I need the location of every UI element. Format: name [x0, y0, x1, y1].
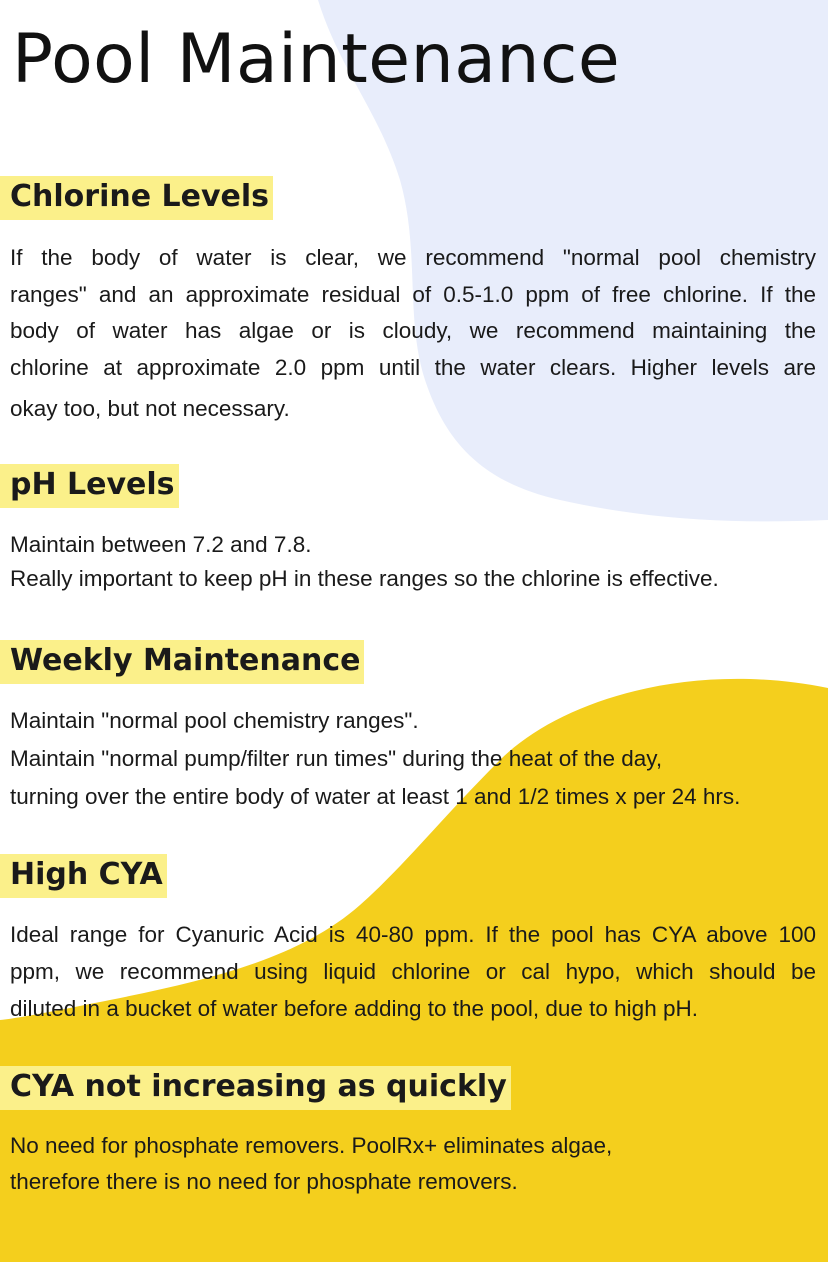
section-body	[0, 528, 828, 596]
section-body	[0, 240, 816, 428]
body-line: Maintain between 7.2 and 7.8.	[10, 532, 312, 557]
body-line: chlorine at approximate 2.0 ppm until the water clears. Higher levels are	[10, 354, 816, 380]
body-line: diluted in a bucket of water before adding to the pool, due to high pH.	[10, 996, 698, 1021]
section-body	[0, 1128, 828, 1200]
body-line: Really important to keep pH in these ranges so the chlorine is effective.	[10, 566, 719, 591]
page-title: Pool Maintenance	[12, 20, 621, 99]
body-line: turning over the entire body of water at least 1 and 1/2 times x per 24 hrs.	[10, 784, 741, 809]
body-line: ranges" and an approximate residual of 0.5-1.0 ppm of free chlorine. If the	[10, 281, 816, 307]
section-high-cya	[0, 854, 828, 1027]
body-line: okay too, but not necessary.	[10, 396, 290, 421]
section-heading: Chlorine Levels	[0, 176, 273, 220]
body-line: Maintain "normal pump/filter run times" during the heat of the day,	[10, 746, 663, 771]
section-weekly-maintenance	[0, 640, 828, 816]
section-heading: Weekly Maintenance	[0, 640, 364, 684]
section-heading: High CYA	[0, 854, 167, 898]
body-line: ppm, we recommend using liquid chlorine or cal hypo, which should be	[10, 959, 816, 984]
section-chlorine-levels	[0, 176, 828, 428]
section-heading: pH Levels	[0, 464, 179, 508]
section-heading: CYA not increasing as quickly	[0, 1066, 511, 1110]
section-body	[0, 916, 816, 1027]
body-line: If the body of water is clear, we recommend "normal pool chemistry	[10, 245, 816, 270]
body-line: No need for phosphate removers. PoolRx+ eliminates algae,	[10, 1133, 613, 1158]
body-line: Maintain "normal pool chemistry ranges".	[10, 708, 419, 733]
section-body	[0, 702, 828, 816]
body-line: Ideal range for Cyanuric Acid is 40-80 ppm. If the pool has CYA above 100	[10, 922, 816, 947]
body-line: body of water has algae or is cloudy, we recommend maintaining the	[10, 318, 816, 343]
section-cya-not-increasing	[0, 1066, 828, 1200]
section-ph-levels	[0, 464, 828, 596]
body-line: therefore there is no need for phosphate removers.	[10, 1169, 518, 1194]
